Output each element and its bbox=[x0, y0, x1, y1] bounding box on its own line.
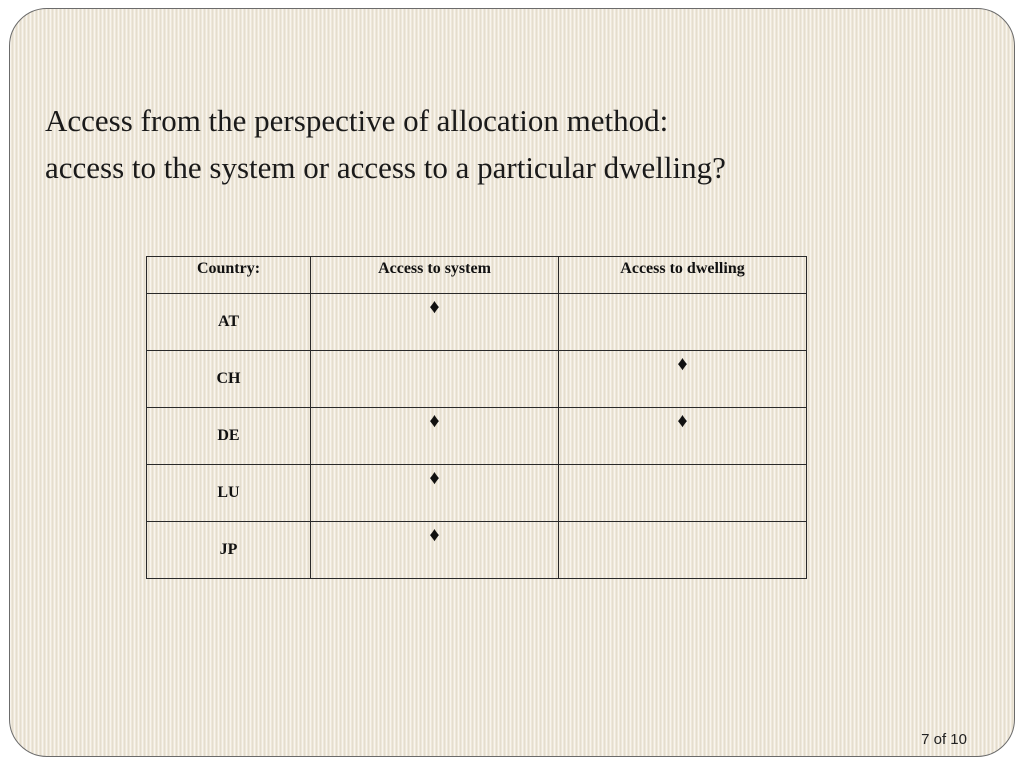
slide-title bbox=[45, 97, 985, 191]
dwelling-mark-cell bbox=[559, 465, 807, 522]
country-cell: CH bbox=[147, 351, 311, 408]
header-access-to-dwelling: Access to dwelling bbox=[559, 257, 807, 294]
table-row bbox=[147, 408, 807, 465]
table-row bbox=[147, 522, 807, 579]
country-cell: LU bbox=[147, 465, 311, 522]
system-mark-cell: ♦ bbox=[311, 294, 559, 351]
system-mark-cell: ♦ bbox=[311, 465, 559, 522]
dwelling-mark-cell: ♦ bbox=[559, 408, 807, 465]
dwelling-mark-cell bbox=[559, 294, 807, 351]
table-row bbox=[147, 294, 807, 351]
country-cell: AT bbox=[147, 294, 311, 351]
country-cell: DE bbox=[147, 408, 311, 465]
slide-title-line-1: Access from the perspective of allocation method: bbox=[45, 103, 669, 138]
dwelling-mark-cell: ♦ bbox=[559, 351, 807, 408]
slide bbox=[9, 8, 1015, 757]
page-number: 7 of 10 bbox=[921, 731, 967, 748]
system-mark-cell: ♦ bbox=[311, 522, 559, 579]
table-row bbox=[147, 465, 807, 522]
country-cell: JP bbox=[147, 522, 311, 579]
access-table bbox=[146, 256, 807, 579]
table-header-row bbox=[147, 257, 807, 294]
slide-title-line-2: access to the system or access to a particular dwelling? bbox=[45, 150, 726, 185]
header-country: Country: bbox=[147, 257, 311, 294]
table-row bbox=[147, 351, 807, 408]
dwelling-mark-cell bbox=[559, 522, 807, 579]
system-mark-cell: ♦ bbox=[311, 408, 559, 465]
header-access-to-system: Access to system bbox=[311, 257, 559, 294]
system-mark-cell bbox=[311, 351, 559, 408]
